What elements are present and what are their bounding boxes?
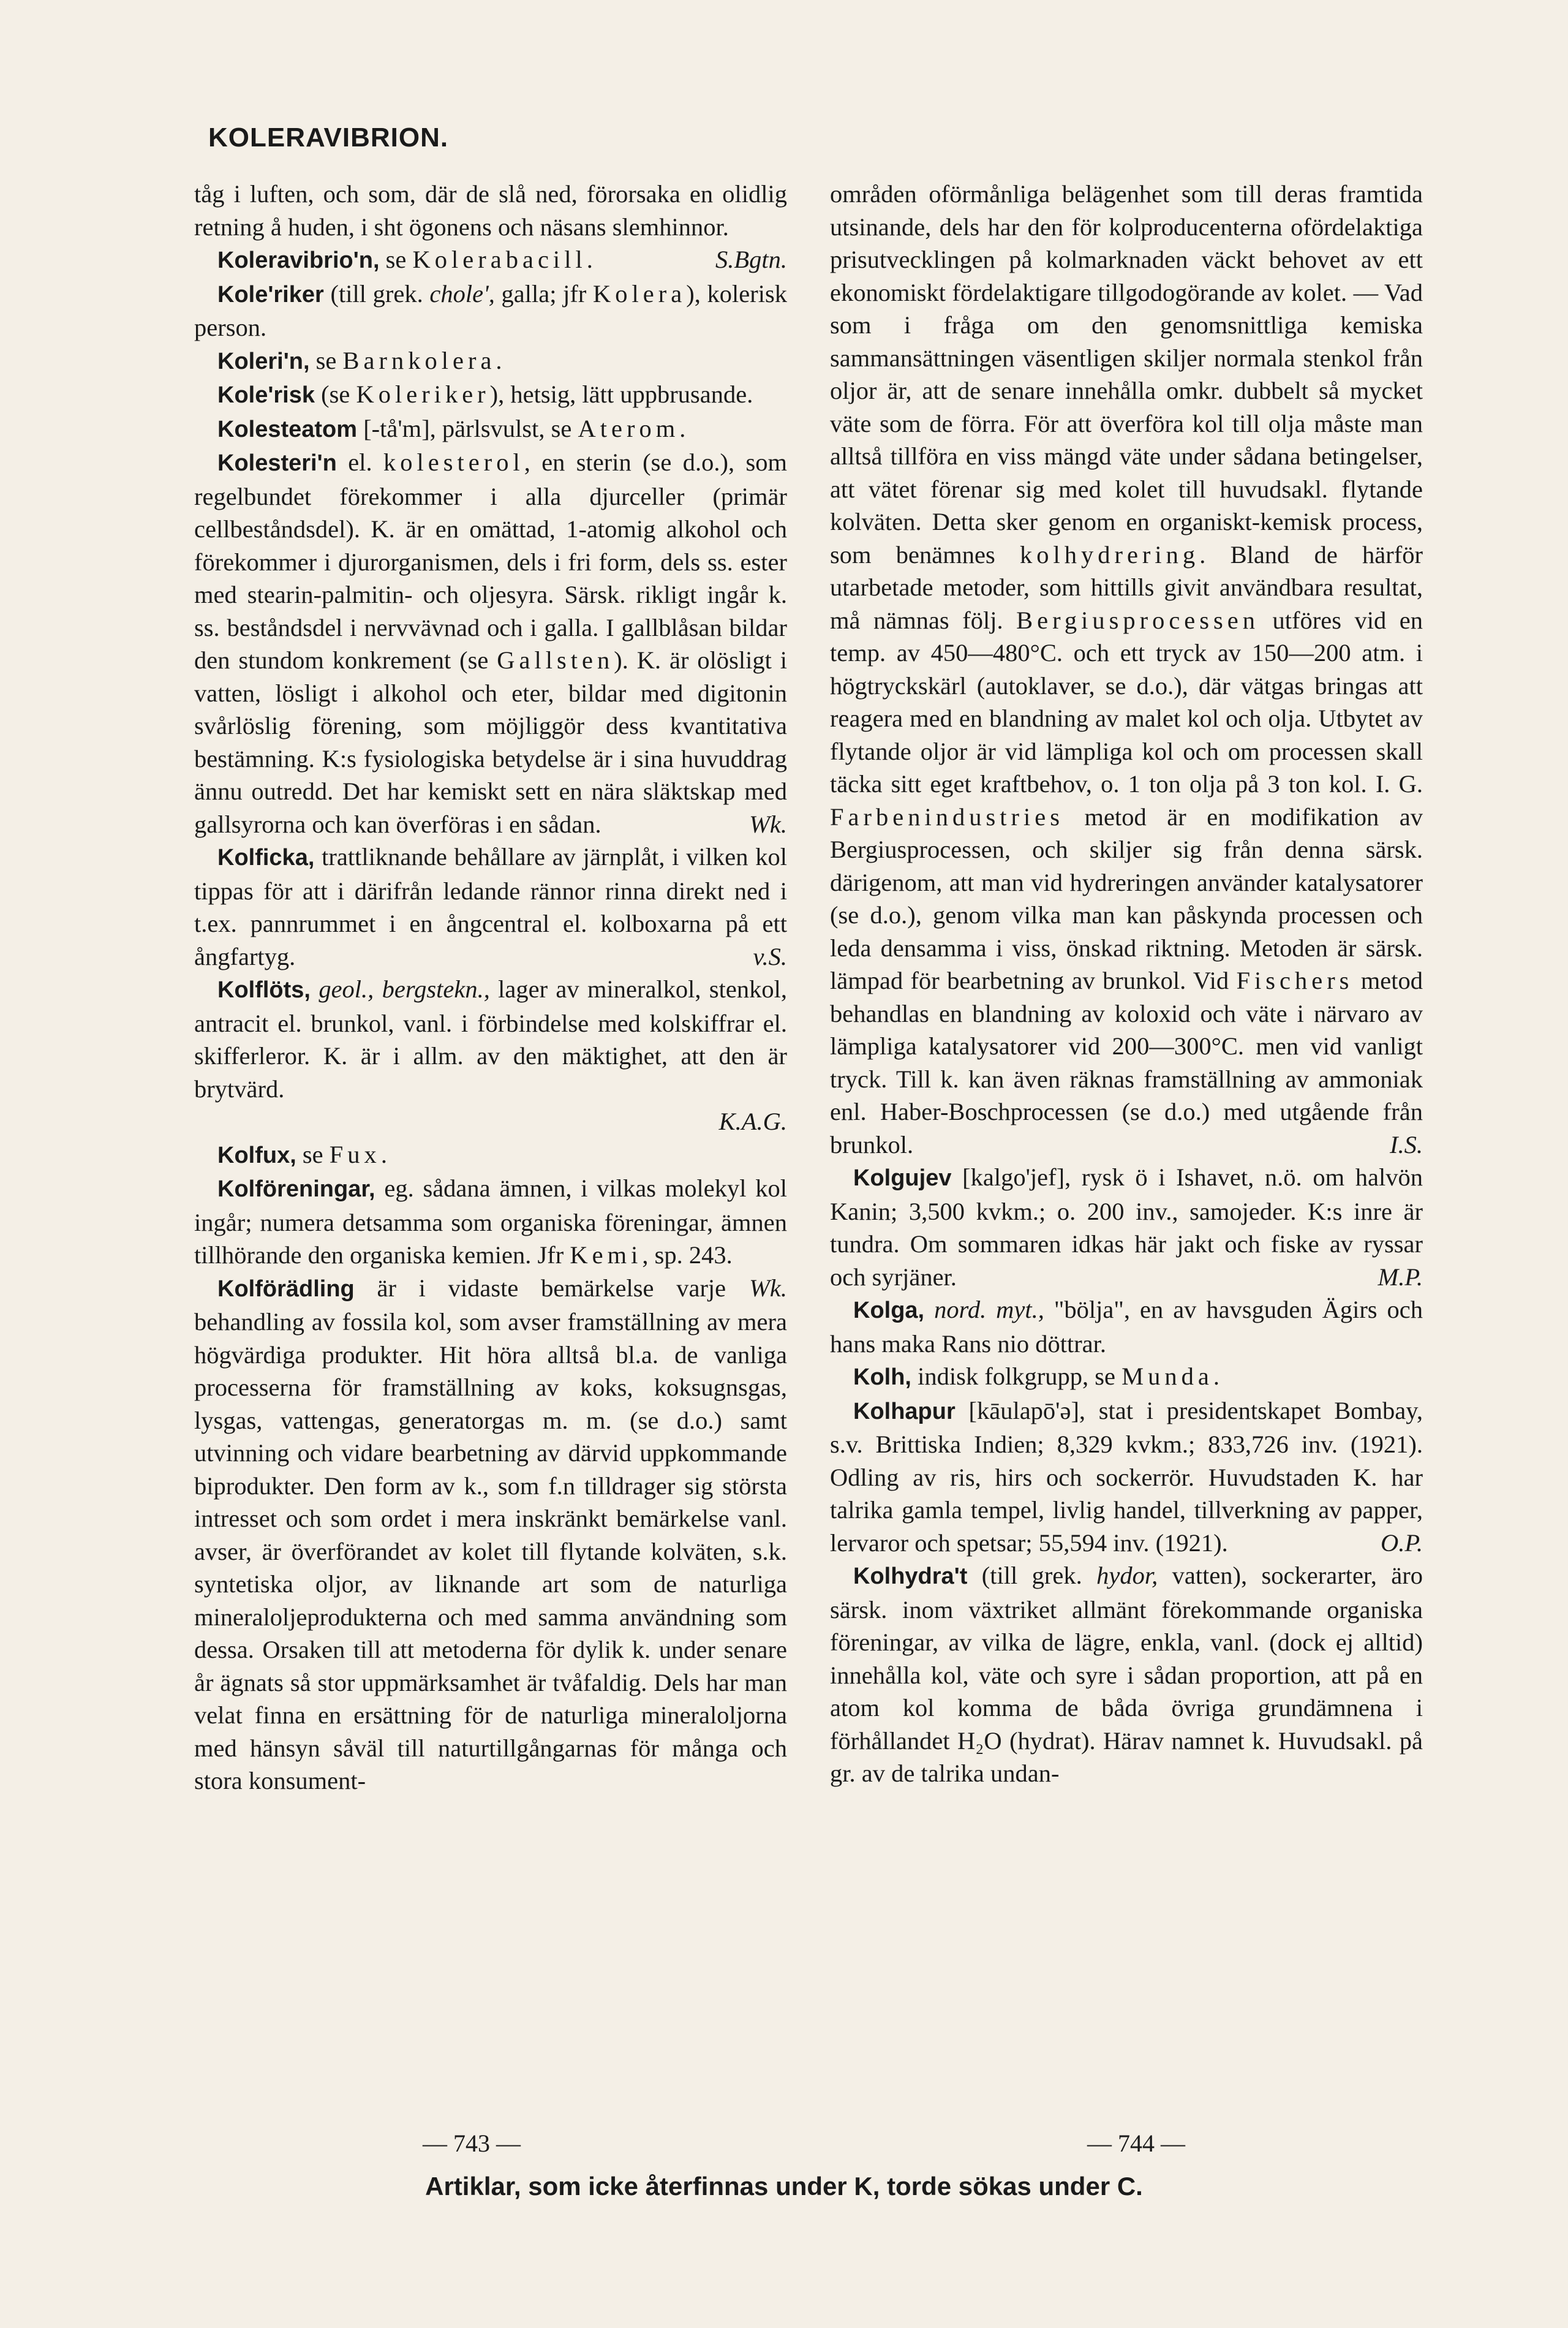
entry-kolga: Kolga, nord. myt., "bölja", en av havsguden Ägirs och hans maka Rans nio döttrar. [830,1296,1423,1358]
headword: Kolflöts, [217,977,311,1003]
headword: Kolesteri'n [217,450,337,476]
author-signature: v.S. [753,942,787,970]
page-header: KOLERAVIBRION. [208,123,449,153]
entry-koleriker: Kole'riker (till grek. chole', galla; jfr Kolera), kolerisk person. [194,279,788,341]
entry-kolhapur: Kolhapur [kāulapō'ə], stat i presidentskapet Bombay, s.v. Brittiska Indien; 8,329 kvkm.; 833,726 inv. (1921). Odling av ris, hirs och sockerrör. Huvudstaden K. har talrika gamla tempel, livlig handel, tillverkning av papper, lervaror och spetsar; 55,594 inv. (1921). O.P. [830,1394,1423,1560]
headword: Kole'risk [217,382,315,408]
entry-koleravibrion: Koleravibrio'n, se Kolerabacill. [217,246,593,273]
headword: Kole'riker [217,281,324,308]
entry-kolgujev: Kolgujev [kalgo'jef], rysk ö i Ishavet, n.ö. om halvön Kanin; 3,500 kvkm.; o. 200 inv., samojeder. K:s inre är tundra. Om sommaren idkas här jakt och fiske av ryssar och syrjäner. M.P. [830,1161,1423,1293]
entry-kolfux: Kolfux, se Fux. [217,1140,387,1168]
entry-continuation: tåg i luften, och som, där de slå ned, förorsaka en olidlig retning å huden, i sht ögonens och näsans slemhinnor. S.Bgtn. [194,178,787,243]
entry-kolesterin: Kolesteri'n el. kolesterol, en sterin (se d.o.), som regelbundet förekommer i alla djurceller (primär cellbeståndsdel). K. är en omättad, 1-atomig alkohol och förekommer i djurorganismen, dels i fri form, dels ss. ester med stearin-palmitin- och oljesyra. Särsk. rikligt ingår k. ss. beståndsdel i nervvävnad och i galla. I gallblåsan bildar den stundom konkrement (se Gallsten). K. är olösligt i vatten, lösligt i alkohol och eter, bildar med digitonin svårlöslig förening, som möjliggör dess kvantitativa bestämning. K:s fysiologiska betydelse är i sina huvuddrag ännu outredd. Det har kemiskt sett en nära släktskap med gallsyrorna och kan överföras i en sådan. Wk. [194,446,787,841]
right-column [830,178,1423,1790]
author-signature: K.A.G. [718,1108,787,1135]
entry-kolforeningar: Kolföreningar, eg. sådana ämnen, i vilkas molekyl kol ingår; numera detsamma som organiska föreningar, ämnen tillhörande den organiska kemien. Jfr Kemi, sp. 243. Wk. [194,1172,787,1272]
headword: Kolföreningar, [217,1176,375,1202]
author-signature: S.Bgtn. [715,246,787,273]
entry-kolhydrat: Kolhydra't (till grek. hydor, vatten), sockerarter, äro särsk. inom växtriket allmänt förekommande organiska föreningar, av vilka de lägre, enkla, vanl. (dock ej alltid) innehålla kol, väte och syre i sådan proportion, att på en atom kol komma de båda övriga grundämnena i förhållandet H₂O (hydrat). Härav namnet k. Huvudsakl. på gr. av de talrika undan- [830,1562,1423,1787]
entry-continuation: områden oförmånliga belägenhet som till deras framtida utsinande, dels har den för kolproducenterna ofördelaktiga prisutvecklingen på kolmarknaden väckt behovet av ett ekonomiskt fördelaktigare tillgodogörande av kolet. — Vad som i fråga om den genomsnittliga kemiska sammansättningen väsentligen skiljer normala stenkol från oljor är, att de senare innehålla omkr. dubbelt så mycket väte som de förra. För att överföra kol till olja måste man alltså tillföra en viss mängd väte under sådana betingelser, att vätet förenar sig med kolet till huvudsakl. flytande kolväten. Detta sker genom en organiskt-kemisk process, som benämnes kolhydrering. Bland de härför utarbetade metoder, som hittills givit användbara resultat, må nämnas följ. Bergiusprocessen utföres vid en temp. av 450—480°C. och ett tryck av 150—200 atm. i högtryckskärl (autoklaver, se d.o.), där vätgas bringas att reagera med en blandning av malet kol och olja. Utbytet av flytande oljor är vid lämpliga kol och om processen skall täcka sitt eget kraftbehov, o. 1 ton olja på 3 ton kol. I. G. Farbenindustries metod är en modifikation av Bergiusprocessen, och skiljer sig från denna särsk. därigenom, att man vid hydreringen använder katalysatorer (se d.o.), genom vilka man kan påskynda processen och leda densamma i viss, önskad riktning. Metoden är särsk. lämpad för bearbetning av brunkol. Vid Fischers metod behandlas en blandning av koloxid och väte i närvaro av lämpliga katalysatorer vid 200—300°C. men vid vanligt tryck. Till k. kan även räknas framställning av ammoniak enl. Haber-Boschprocessen (se d.o.) med utgående från brunkol. I.S. [830,178,1423,1161]
headword: Kolförädling [217,1275,355,1302]
entry-kolficka: Kolficka, trattliknande behållare av järnplåt, i vilken kol tippas för att i därifrån ledande rännor rinna direkt ned i t.ex. pannrummet i en ångcentral el. kolboxarna på ett ångfartyg. v.S. [194,841,787,973]
headword: Kolhapur [853,1398,956,1424]
left-column [194,178,787,1797]
headword: Koleri'n, [217,348,310,374]
page-number-left: — 743 — [423,2130,521,2157]
headword: Kolga, [853,1298,925,1323]
author-signature: O.P. [1380,1529,1423,1557]
author-signature: Wk. [749,1274,787,1302]
entry-kolflots: Kolflöts, geol., bergstekn., lager av mineralkol, stenkol, antracit el. brunkol, vanl. i förbindelse med kolskiffrar el. skifferleror. K. är i allm. av den mäktighet, att den är brytvärd. [194,975,787,1103]
author-signature: Wk. [749,810,787,838]
headword: Kolficka, [217,845,315,871]
author-signature: I.S. [1390,1130,1423,1158]
headword: Kolh, [853,1364,911,1390]
footer-note: Artiklar, som icke återfinnas under K, torde sökas under C. [425,2172,1143,2201]
entry-kolerisk: Kole'risk (se Koleriker), hetsig, lätt uppbrusande. [217,380,753,408]
entry-kolforadling: Kolförädling är i vidaste bemärkelse varje behandling av fossila kol, som avser framställning av mera högvärdiga produkter. Hit höra alltså bl.a. de vanliga processerna för framställning av koks, koksugnsgas, lysgas, vattengas, generatorgas m. m. (se d.o.) samt utvinning och vidare bearbetning av därvid uppkommande biprodukter. Den form av k., som f.n tilldrager sig största intresset och som ordet i mera inskränkt bemärkelse vanl. avser, är överförandet av kolet till flytande kolväten, s.k. syntetiska oljor, av liknande art som de naturliga mineraloljeprodukterna och med samma användning som dessa. Orsaken till att metoderna för dylik k. under senare år ägnats så stor uppmärksamhet är tvåfaldig. Dels har man velat finna en ersättning för de naturliga mineraloljorna med hänsyn såväl till naturtillgångarnas för många och stora konsument- [194,1274,787,1794]
headword: Kolgujev [853,1165,952,1191]
headword: Kolhydra't [853,1563,968,1589]
entry-kolh: Kolh, indisk folkgrupp, se Munda. [853,1362,1219,1390]
entry-kolerin: Koleri'n, se Barnkolera. [217,346,502,374]
headword: Kolfux, [217,1142,296,1168]
entry-kolesteatom: Kolesteatom [-tå'm], pärlsvulst, se Aterom. [217,414,686,442]
page-number-right: — 744 — [1087,2130,1185,2157]
author-signature: M.P. [1378,1263,1423,1291]
headword: Koleravibrio'n, [217,248,380,273]
headword: Kolesteatom [217,416,358,442]
